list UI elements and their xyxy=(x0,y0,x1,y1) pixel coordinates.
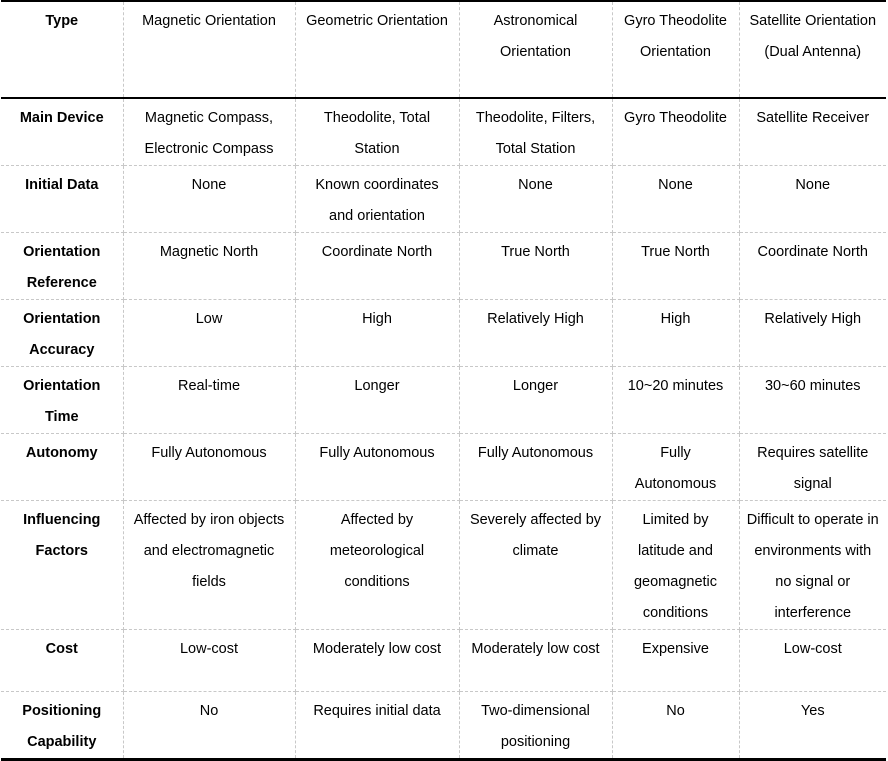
table-cell: Longer xyxy=(295,367,459,434)
table-cell: Requires initial data xyxy=(295,692,459,760)
table-cell: Fully Autonomous xyxy=(295,434,459,501)
row-label: Autonomy xyxy=(1,434,123,501)
row-label: Orientation Reference xyxy=(1,233,123,300)
table-cell: Requires satellite signal xyxy=(739,434,886,501)
header-row xyxy=(1,1,886,98)
table-cell: High xyxy=(612,300,739,367)
table-cell: Moderately low cost xyxy=(459,630,612,692)
table-cell: None xyxy=(459,166,612,233)
row-label: Cost xyxy=(1,630,123,692)
row-label: Main Device xyxy=(1,98,123,166)
table-cell: No xyxy=(123,692,295,760)
table-row xyxy=(1,630,886,692)
table-cell: None xyxy=(739,166,886,233)
table-cell: Satellite Receiver xyxy=(739,98,886,166)
table-cell: Severely affected by climate xyxy=(459,501,612,630)
table-cell: Affected by iron objects and electromagnetic fields xyxy=(123,501,295,630)
table-cell: True North xyxy=(459,233,612,300)
table-cell: Gyro Theodolite xyxy=(612,98,739,166)
header-cell-gyro: Gyro Theodolite Orientation xyxy=(612,1,739,98)
table-cell: None xyxy=(123,166,295,233)
table-cell: Relatively High xyxy=(739,300,886,367)
table-cell: Yes xyxy=(739,692,886,760)
table-cell: Coordinate North xyxy=(295,233,459,300)
table-row xyxy=(1,166,886,233)
table-cell: Real-time xyxy=(123,367,295,434)
table-cell: Low-cost xyxy=(123,630,295,692)
table-row xyxy=(1,300,886,367)
row-label: Positioning Capability xyxy=(1,692,123,760)
table-cell: Low xyxy=(123,300,295,367)
table-cell: Magnetic North xyxy=(123,233,295,300)
table-cell: True North xyxy=(612,233,739,300)
header-cell-magnetic: Magnetic Orientation xyxy=(123,1,295,98)
table-cell: Fully Autonomous xyxy=(123,434,295,501)
header-cell-astronomical: Astronomical Orientation xyxy=(459,1,612,98)
table-row xyxy=(1,367,886,434)
table-cell: Relatively High xyxy=(459,300,612,367)
table-row xyxy=(1,233,886,300)
table-cell: No xyxy=(612,692,739,760)
row-label: Influencing Factors xyxy=(1,501,123,630)
row-label: Orientation Time xyxy=(1,367,123,434)
table-cell: Magnetic Compass, Electronic Compass xyxy=(123,98,295,166)
table-row xyxy=(1,434,886,501)
header-cell-geometric: Geometric Orientation xyxy=(295,1,459,98)
table-cell: 10~20 minutes xyxy=(612,367,739,434)
table-cell: Longer xyxy=(459,367,612,434)
table-row xyxy=(1,501,886,630)
table-cell: Low-cost xyxy=(739,630,886,692)
table-cell: Expensive xyxy=(612,630,739,692)
table-cell: Fully Autonomous xyxy=(612,434,739,501)
table-cell: None xyxy=(612,166,739,233)
table-cell: Coordinate North xyxy=(739,233,886,300)
table-cell: Fully Autonomous xyxy=(459,434,612,501)
table-cell: Difficult to operate in environments with no signal or interference xyxy=(739,501,886,630)
header-cell-satellite: Satellite Orientation (Dual Antenna) xyxy=(739,1,886,98)
row-label: Initial Data xyxy=(1,166,123,233)
table-row xyxy=(1,692,886,760)
table-cell: Moderately low cost xyxy=(295,630,459,692)
orientation-comparison-table xyxy=(1,0,886,761)
table-cell: 30~60 minutes xyxy=(739,367,886,434)
table-cell: Two-dimensional positioning xyxy=(459,692,612,760)
row-label: Orientation Accuracy xyxy=(1,300,123,367)
table-row xyxy=(1,98,886,166)
table-cell: Known coordinates and orientation xyxy=(295,166,459,233)
table-cell: Limited by latitude and geomagnetic conditions xyxy=(612,501,739,630)
table-cell: Theodolite, Filters, Total Station xyxy=(459,98,612,166)
table-cell: Affected by meteorological conditions xyxy=(295,501,459,630)
header-cell-type: Type xyxy=(1,1,123,98)
table-cell: High xyxy=(295,300,459,367)
table-cell: Theodolite, Total Station xyxy=(295,98,459,166)
